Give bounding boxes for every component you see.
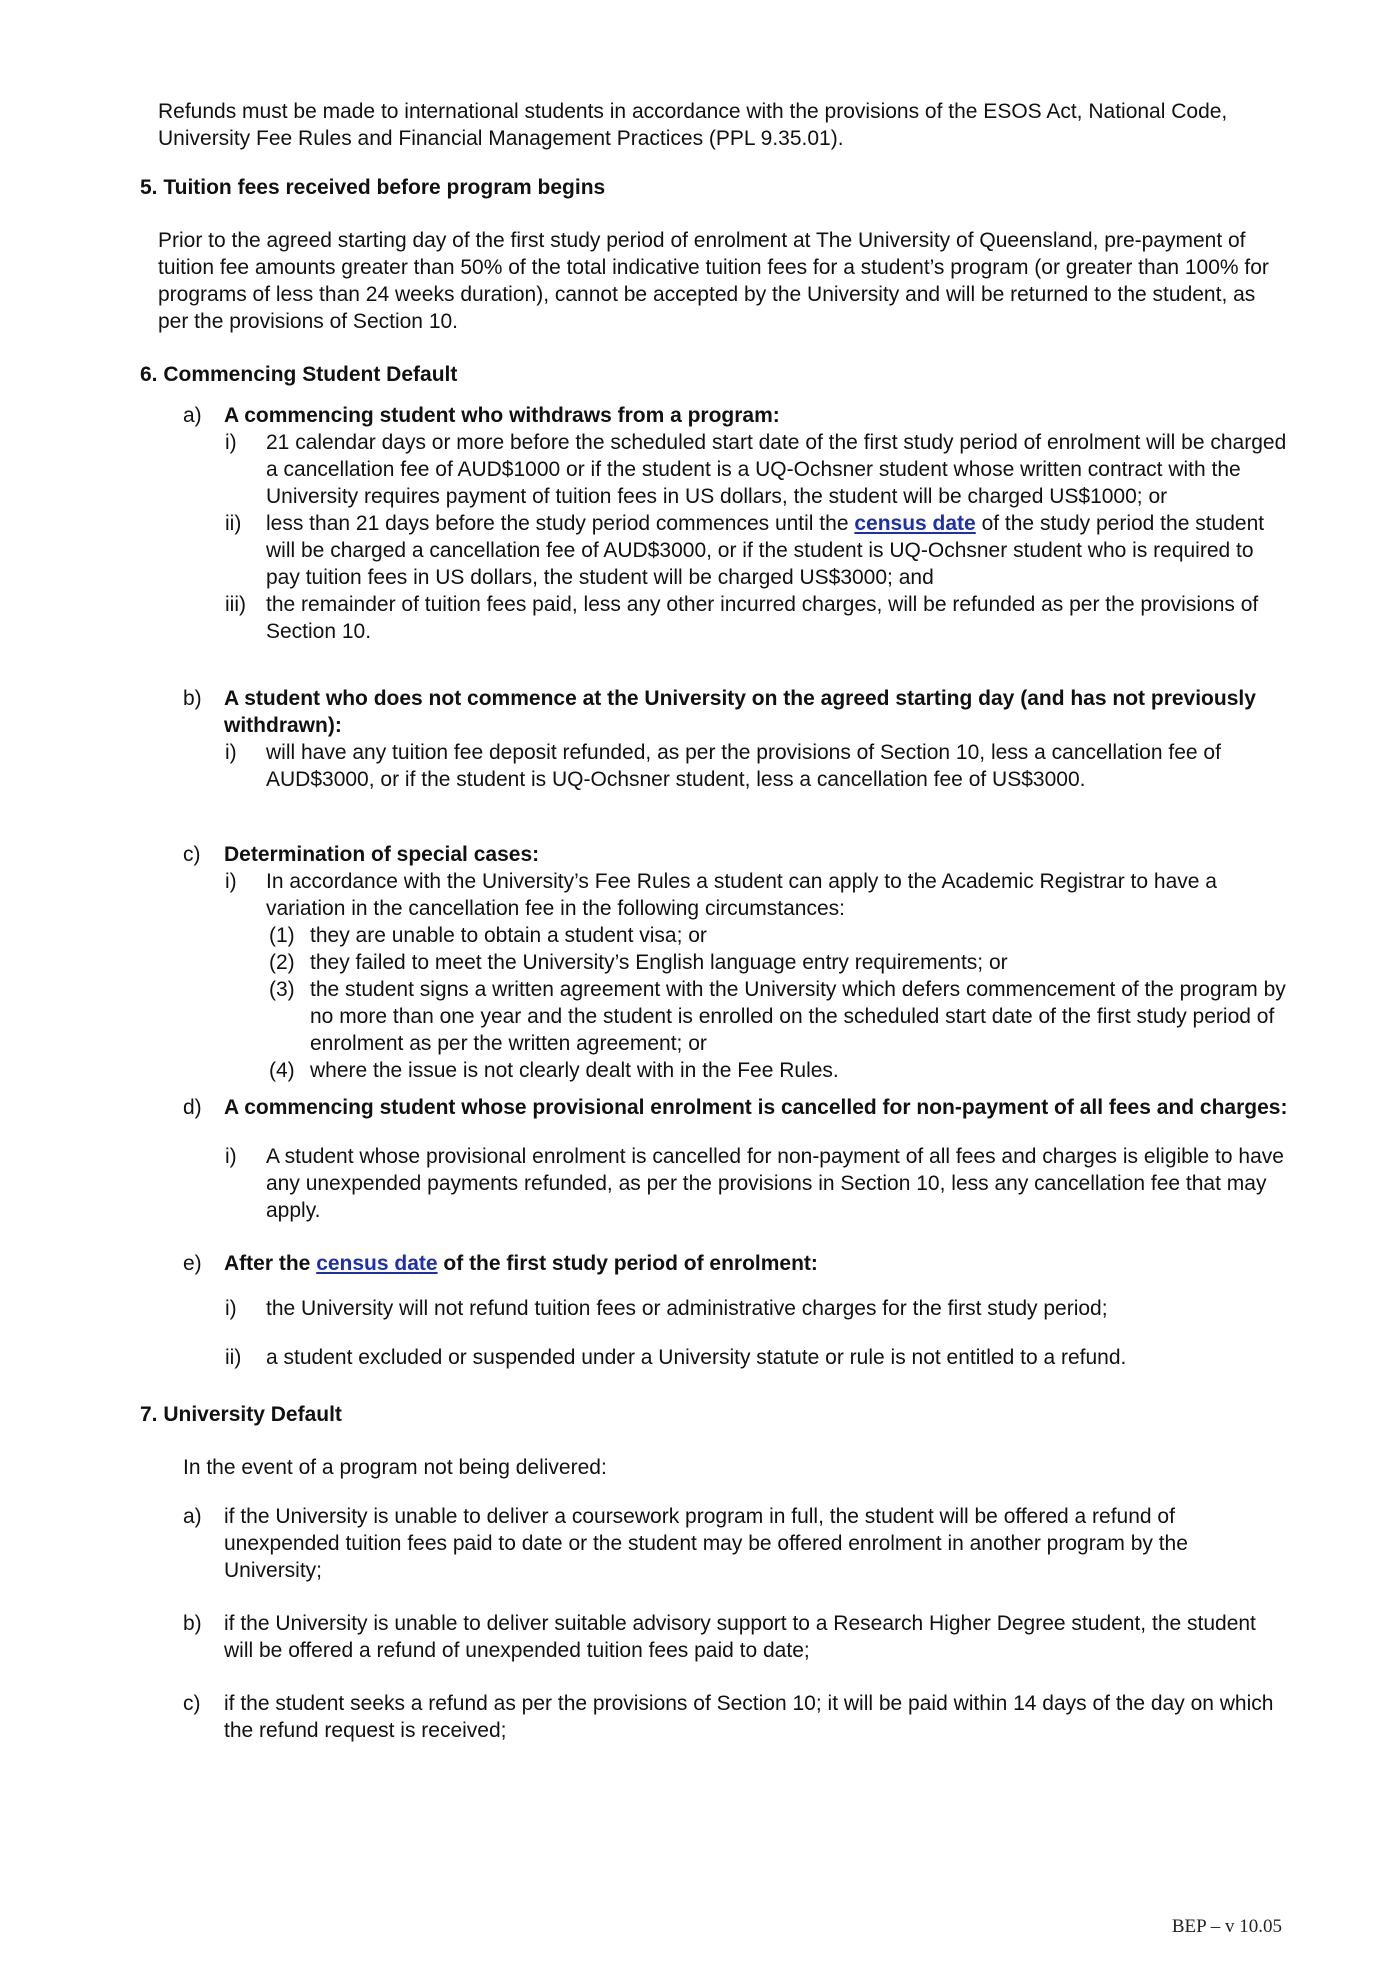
item-label: c) xyxy=(183,1692,201,1715)
item-label: i) xyxy=(225,431,237,454)
item-text: if the student seeks a refund as per the provisions of Section 10; it will be paid within 14 days of the day on which the refund request is received; xyxy=(224,1692,1274,1742)
item-label: (2) xyxy=(269,951,295,974)
sub-list-item xyxy=(140,949,1290,976)
section-6b-title: A student who does not commence at the University on the agreed starting day (and has not previously withdrawn): xyxy=(224,687,1256,737)
item-label: ii) xyxy=(225,1346,242,1369)
section-7-heading: 7. University Default xyxy=(140,1403,342,1426)
intro-paragraph: Refunds must be made to international students in accordance with the provisions of the ESOS Act, National Code, University Fee Rules and Financial Management Practices (PPL 9.35.01). xyxy=(158,100,1228,150)
item-label: iii) xyxy=(225,593,246,616)
list-item xyxy=(140,1344,1290,1371)
item-label: e) xyxy=(183,1252,202,1275)
page-footer: BEP – v 10.05 xyxy=(1171,1916,1282,1937)
item-text: if the University is unable to deliver a coursework program in full, the student will be offered a refund of unexpended tuition fees paid to date or the student may be offered enrolment in another program by the University; xyxy=(224,1505,1188,1582)
item-label: b) xyxy=(183,1612,202,1635)
item-text: less than 21 days before the study period commences until the xyxy=(266,512,855,535)
item-label: a) xyxy=(183,404,202,427)
item-text: the remainder of tuition fees paid, less any other incurred charges, will be refunded as per the provisions of Section 10. xyxy=(266,593,1259,643)
section-6e-title xyxy=(224,1252,818,1275)
item-label: i) xyxy=(225,1145,237,1168)
item-label: i) xyxy=(225,1297,237,1320)
item-label: ii) xyxy=(225,512,242,535)
list-item xyxy=(140,1690,1290,1744)
section-5-heading: 5. Tuition fees received before program begins xyxy=(140,176,606,199)
item-label: i) xyxy=(225,741,237,764)
list-item xyxy=(140,1143,1290,1224)
item-label: (1) xyxy=(269,924,295,947)
item-text: the University will not refund tuition fees or administrative charges for the first study period; xyxy=(266,1297,1108,1320)
item-text: of the study period the student will be charged a cancellation fee of AUD$3000, or if the student is UQ-Ochsner student who is required to pay tuition fees in US dollars, the student will be charged US$3000; and xyxy=(266,512,1265,589)
title-text: After the xyxy=(224,1252,317,1275)
item-text: a student excluded or suspended under a University statute or rule is not entitled to a refund. xyxy=(266,1346,1127,1369)
section-7-intro: In the event of a program not being delivered: xyxy=(183,1456,607,1479)
list-item xyxy=(140,1610,1290,1664)
item-label: c) xyxy=(183,843,201,866)
list-item xyxy=(140,591,1290,645)
document-body xyxy=(140,98,1290,1744)
section-6a-heading xyxy=(140,402,1290,429)
list-item xyxy=(140,510,1290,591)
sub-list-item xyxy=(140,922,1290,949)
item-label: a) xyxy=(183,1505,202,1528)
item-label: d) xyxy=(183,1096,202,1119)
section-6c-title: Determination of special cases: xyxy=(224,843,540,866)
item-text: if the University is unable to deliver suitable advisory support to a Research Higher Degree student, the student will be offered a refund of unexpended tuition fees paid to date; xyxy=(224,1612,1256,1662)
section-6b-heading xyxy=(140,685,1290,739)
census-date-link[interactable]: census date xyxy=(316,1252,438,1275)
section-6d-heading xyxy=(140,1094,1290,1121)
sub-list-item xyxy=(140,1057,1290,1084)
item-text: 21 calendar days or more before the scheduled start date of the first study period of enrolment will be charged a cancellation fee of AUD$1000 or if the student is a UQ-Ochsner student whose written contract with the University requires payment of tuition fees in US dollars, the student will be charged US$1000; or xyxy=(266,431,1287,508)
section-6e-heading xyxy=(140,1250,1290,1277)
list-item xyxy=(140,1295,1290,1322)
item-label: i) xyxy=(225,870,237,893)
census-date-link[interactable]: census date xyxy=(854,512,976,535)
section-6d-title: A commencing student whose provisional enrolment is cancelled for non-payment of all fees and charges: xyxy=(224,1096,1288,1119)
item-text: will have any tuition fee deposit refunded, as per the provisions of Section 10, less a cancellation fee of AUD$3000, or if the student is UQ-Ochsner student, less a cancellation fee of US$3000. xyxy=(266,741,1221,791)
list-item xyxy=(140,429,1290,510)
item-label: (3) xyxy=(269,978,295,1001)
list-item xyxy=(140,868,1290,922)
item-text: the student signs a written agreement with the University which defers commencement of the program by no more than one year and the student is enrolled on the scheduled start date of the first study period of enrolment as per the written agreement; or xyxy=(310,978,1286,1055)
title-text: of the first study period of enrolment: xyxy=(437,1252,818,1275)
section-5-body: Prior to the agreed starting day of the first study period of enrolment at The University of Queensland, pre-payment of tuition fee amounts greater than 50% of the total indicative tuition fees for a student’s program (or greater than 100% for programs of less than 24 weeks duration), cannot be accepted by the University and will be returned to the student, as per the provisions of Section 10. xyxy=(158,229,1269,333)
section-6a-title: A commencing student who withdraws from a program: xyxy=(224,404,780,427)
item-label: (4) xyxy=(269,1059,295,1082)
item-text: A student whose provisional enrolment is cancelled for non-payment of all fees and charges is eligible to have any unexpended payments refunded, as per the provisions in Section 10, less any cancellation fee that may apply. xyxy=(266,1145,1284,1222)
item-label: b) xyxy=(183,687,202,710)
list-item xyxy=(140,1503,1290,1584)
sub-list-item xyxy=(140,976,1290,1057)
item-text: In accordance with the University’s Fee Rules a student can apply to the Academic Registrar to have a variation in the cancellation fee in the following circumstances: xyxy=(266,870,1217,920)
item-text: they are unable to obtain a student visa; or xyxy=(310,924,707,947)
section-6c-heading xyxy=(140,841,1290,868)
section-6-heading: 6. Commencing Student Default xyxy=(140,363,458,386)
item-text: they failed to meet the University’s English language entry requirements; or xyxy=(310,951,1008,974)
list-item xyxy=(140,739,1290,793)
item-text: where the issue is not clearly dealt with in the Fee Rules. xyxy=(310,1059,839,1082)
